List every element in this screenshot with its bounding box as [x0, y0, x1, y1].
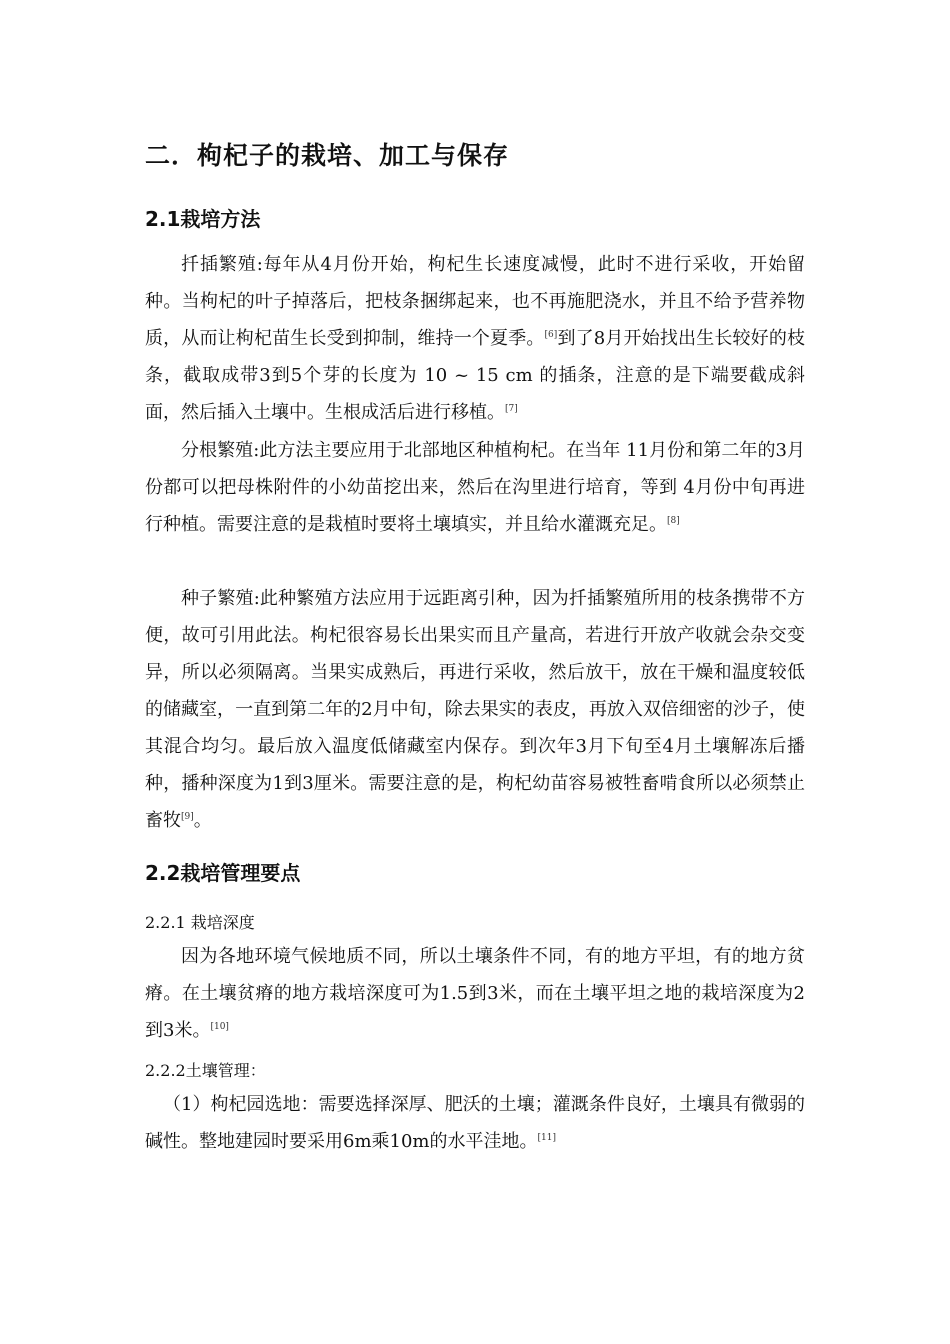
paragraph-text: 扦插繁殖:每年从4月份开始，枸杞生长速度减慢，此时不进行采收，开始留种。当枸杞的叶子掉落后，把枝条捆绑起来，也不再施肥浇水，并且不给予营养物质，从而让枸杞苗生长受到抑制，维持一个夏季。 — [145, 254, 805, 349]
citation-ref: [11] — [537, 1133, 556, 1143]
citation-ref: [9] — [181, 812, 194, 822]
paragraph-seed-propagation — [145, 580, 805, 839]
paragraph-text: 。 — [193, 810, 212, 831]
paragraph-text: 因为各地环境气候地质不同，所以土壤条件不同，有的地方平坦，有的地方贫瘠。在土壤贫瘠的地方栽培深度可为1.5到3米，而在土壤平坦之地的栽培深度为2到3米。 — [145, 946, 805, 1041]
subsection-2-2-1-title: 2.2.1 栽培深度 — [145, 913, 255, 932]
chapter-heading: 二．枸杞子的栽培、加工与保存 — [145, 141, 510, 170]
citation-ref: [10] — [210, 1022, 229, 1032]
citation-ref: [7] — [505, 404, 518, 414]
paragraph-text: 种子繁殖:此种繁殖方法应用于远距离引种，因为扦插繁殖所用的枝条携带不方便，故可引用此法。枸杞很容易长出果实而且产量高，若进行开放产收就会杂交变异，所以必须隔离。当果实成熟后，再进行采收，然后放干，放在干燥和温度较低的储藏室，一直到第二年的2月中旬，除去果实的表皮，再放入双倍细密的沙子，使其混合均匀。最后放入温度低储藏室内保存。到次年3月下旬至4月土壤解冻后播种，播种深度为1到3厘米。需要注意的是，枸杞幼苗容易被牲畜啃食所以必须禁止畜牧 — [145, 588, 805, 831]
paragraph-text: 分根繁殖:此方法主要应用于北部地区种植枸杞。在当年 11月份和第二年的3月份都可以把母株附件的小幼苗挖出来，然后在沟里进行培育，等到 4月份中旬再进行种植。需要注意的是栽植时要将土壤填实，并且给水灌溉充足。 — [145, 440, 805, 535]
paragraph-soil-management — [145, 1086, 805, 1160]
paragraph-text: （1）枸杞园选地：需要选择深厚、肥沃的土壤；灌溉条件良好，土壤具有微弱的碱性。整地建园时要采用6m乘10m的水平洼地。 — [145, 1094, 805, 1152]
paragraph-planting-depth — [145, 938, 805, 1049]
subsection-2-2-2-title: 2.2.2土壤管理： — [145, 1061, 266, 1080]
paragraph-root-division — [145, 432, 805, 543]
section-2-1-title: 2.1栽培方法 — [145, 207, 261, 231]
citation-ref: [6] — [544, 330, 558, 340]
section-2-2-title: 2.2栽培管理要点 — [145, 861, 301, 885]
paragraph-text: 到了8月开始找出生长较好的枝条，截取成带3到5个芽的长度为 10 ~ 15 cm 的插条，注意的是下端要截成斜面，然后插入土壤中。生根成活后进行移植。 — [145, 328, 806, 423]
citation-ref: [8] — [667, 516, 680, 526]
paragraph-cutting-propagation — [145, 246, 805, 431]
